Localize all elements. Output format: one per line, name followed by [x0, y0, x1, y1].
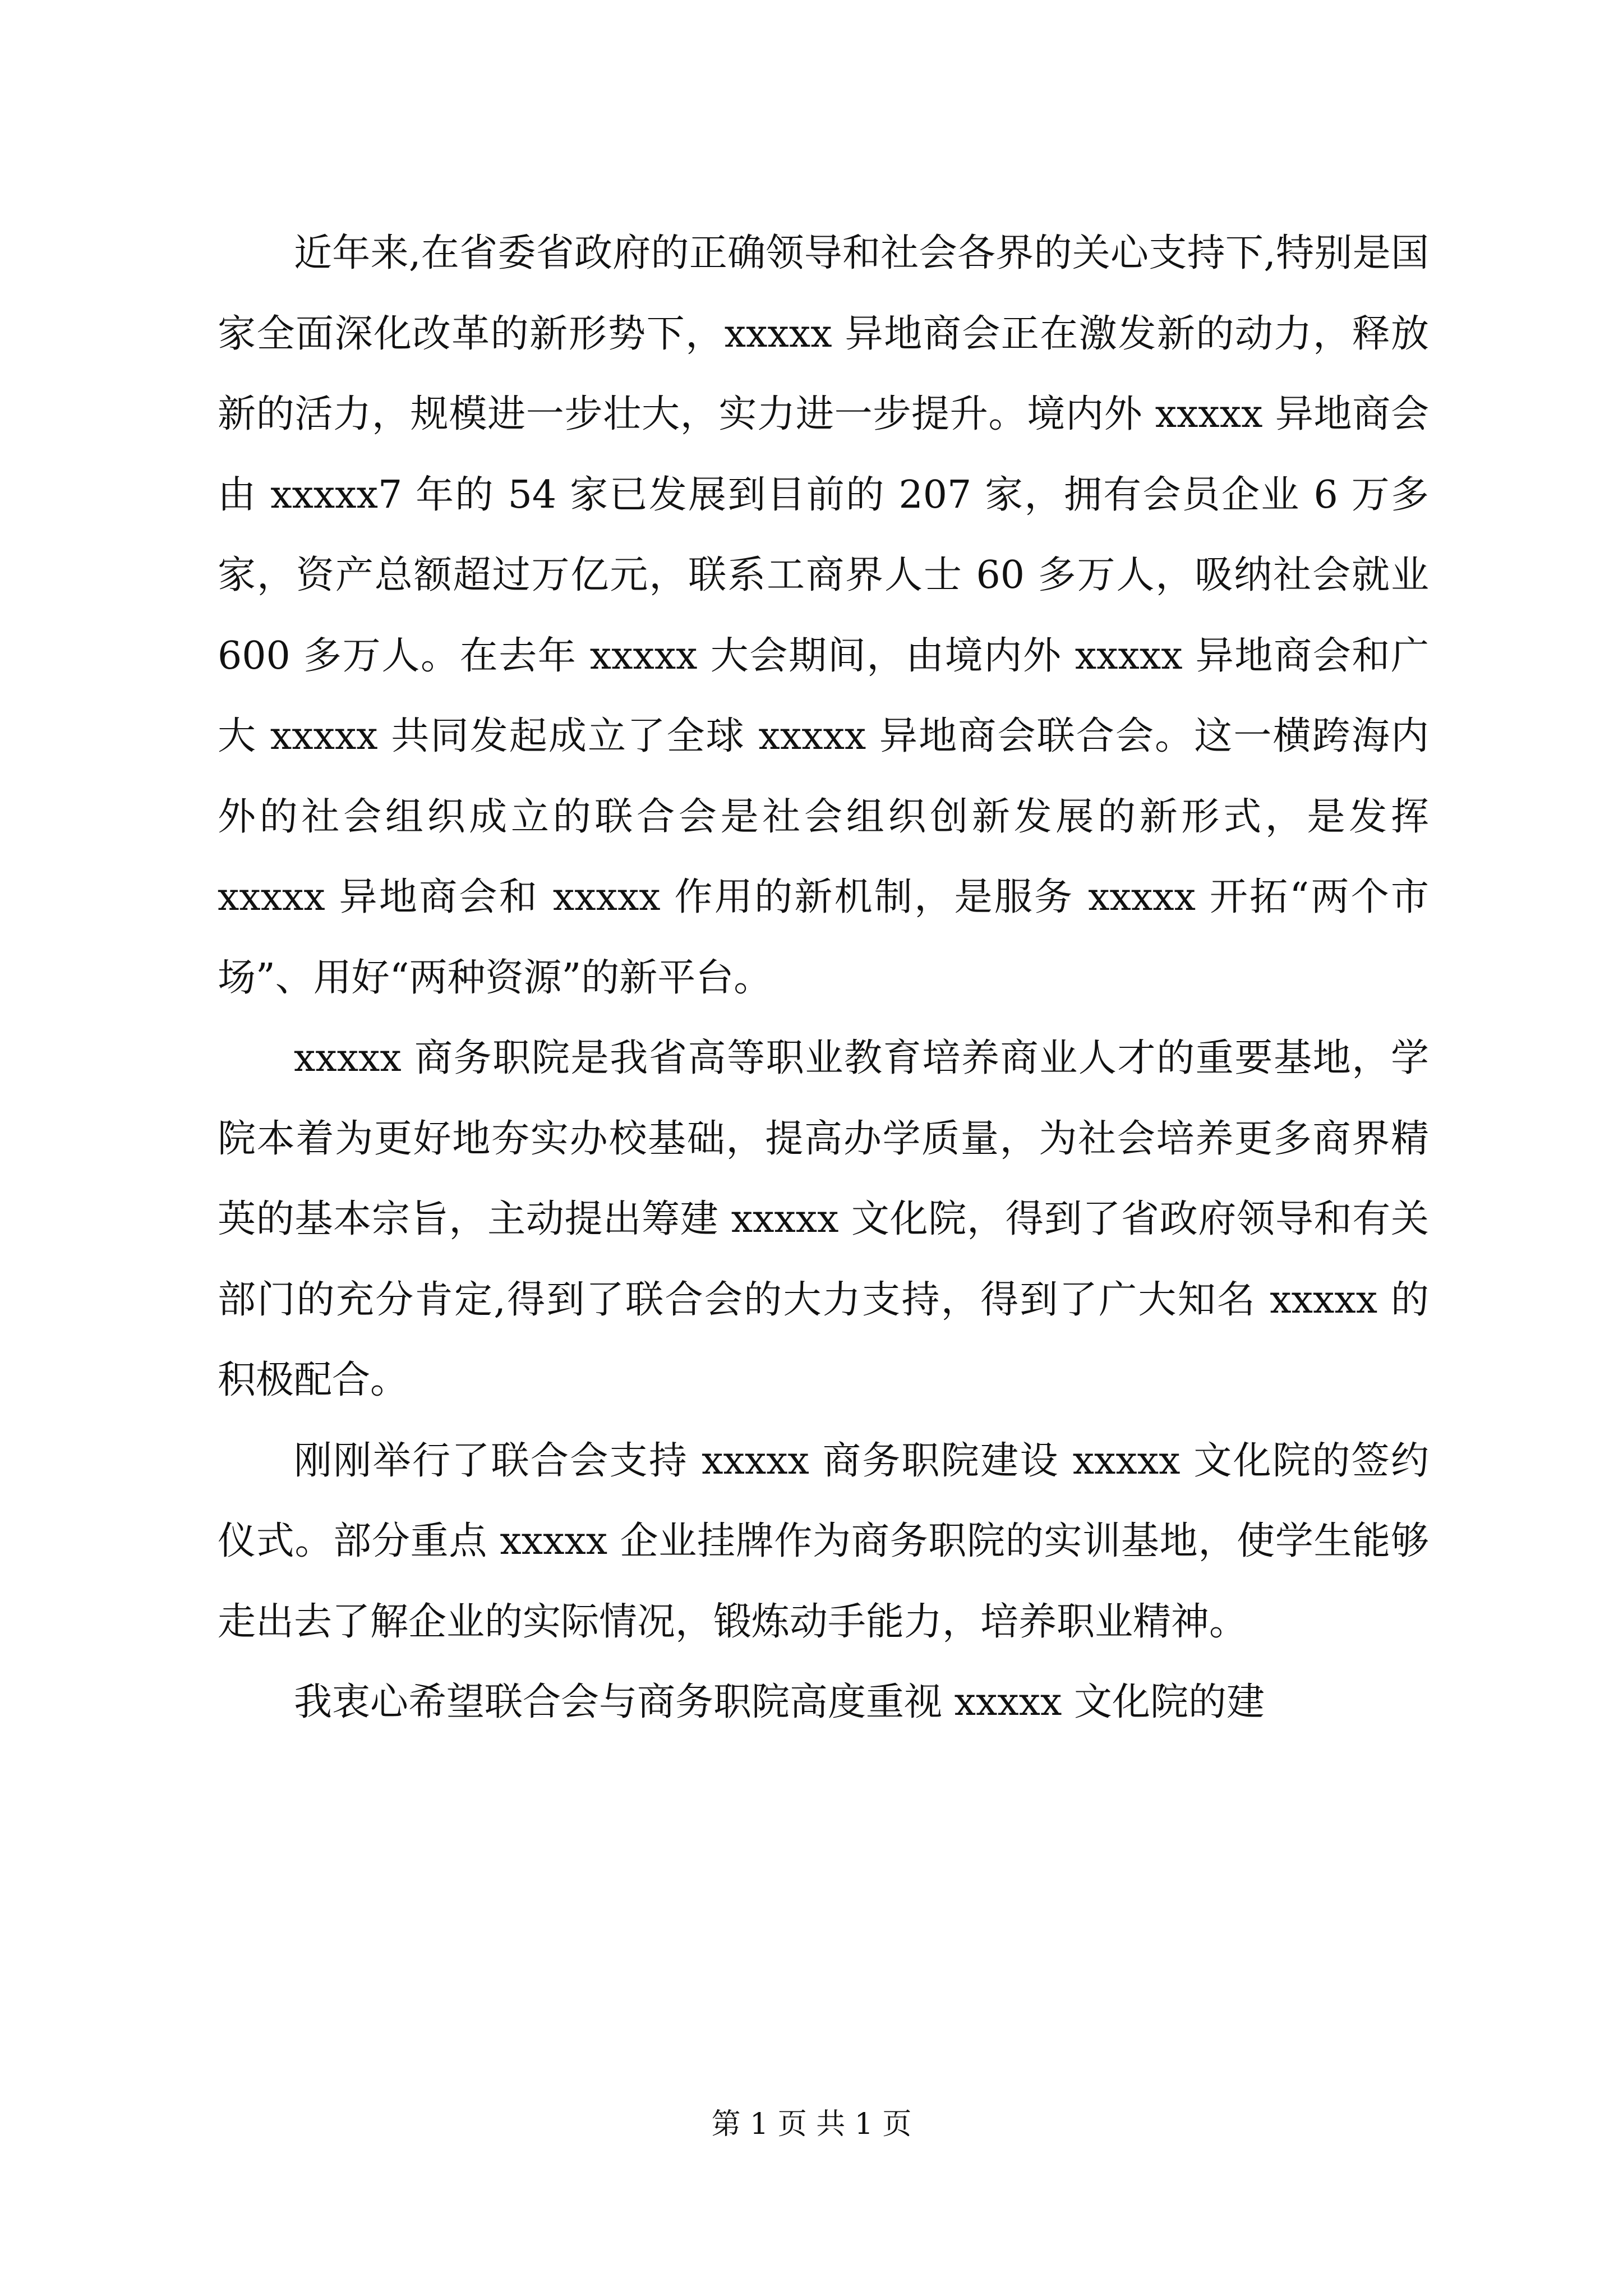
- paragraph-3: 刚刚举行了联合会支持 xxxxx 商务职院建设 xxxxx 文化院的签约仪式。部分重点 xxxxx 企业挂牌作为商务职院的实训基地，使学生能够走出去了解企业的实际情况，锻炼动手能力，培养职业精神。: [218, 1438, 1429, 1644]
- document-body: [218, 213, 1429, 1743]
- paragraph-2: xxxxx 商务职院是我省高等职业教育培养商业人才的重要基地，学院本着为更好地夯实办校基础，提高办学质量，为社会培养更多商界精英的基本宗旨，主动提出筹建 xxxxx 文化院，得到了省政府领导和有关部门的充分肯定,得到了联合会的大力支持，得到了广大知名 xxxxx 的积极配合。: [218, 1036, 1429, 1402]
- page-footer: 第 1 页 共 1 页: [711, 2108, 912, 2141]
- paragraph-1: 近年来,在省委省政府的正确领导和社会各界的关心支持下,特别是国家全面深化改革的新形势下，xxxxx 异地商会正在激发新的动力，释放新的活力，规模进一步壮大，实力进一步提升。境内外 xxxxx 异地商会由 xxxxx7 年的 54 家已发展到目前的 207 家，拥有会员企业 6 万多家，资产总额超过万亿元，联系工商界人士 60 多万人，吸纳社会就业 600 多万人。在去年 xxxxx 大会期间，由境内外 xxxxx 异地商会和广大 xxxxx 共同发起成立了全球 xxxxx 异地商会联合会。这一横跨海内外的社会组织成立的联合会是社会组织创新发展的新形式，是发挥 xxxxx 异地商会和 xxxxx 作用的新机制，是服务 xxxxx 开拓“两个市场”、用好“两种资源”的新平台。: [218, 231, 1429, 1000]
- paragraph-4: 我衷心希望联合会与商务职院高度重视 xxxxx 文化院的建: [294, 1680, 1265, 1724]
